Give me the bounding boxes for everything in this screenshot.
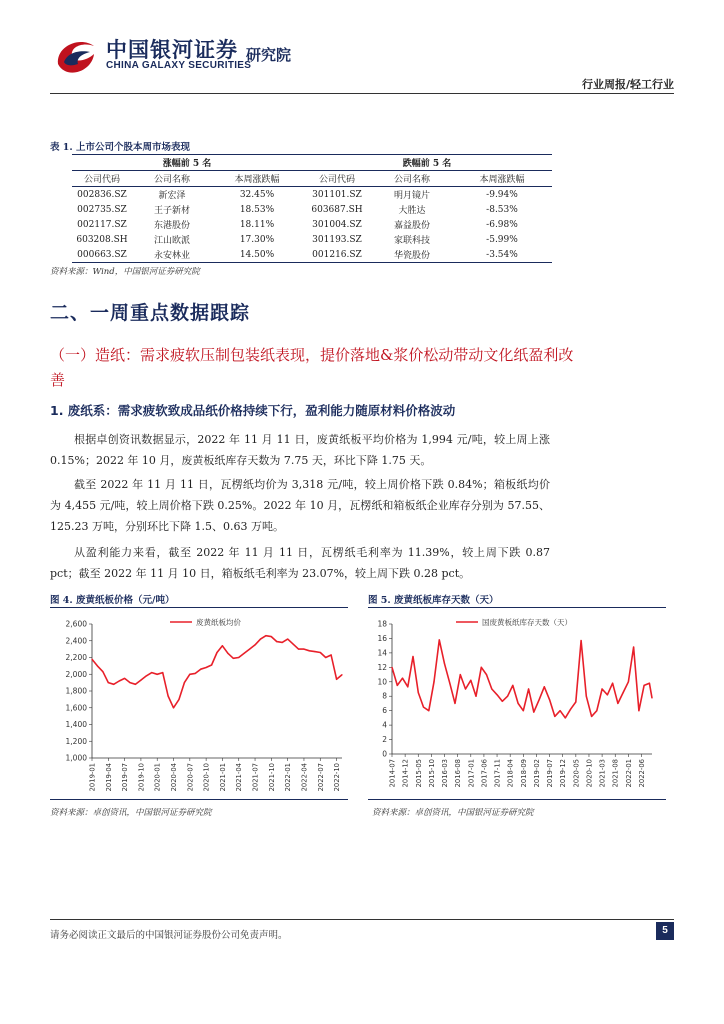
data-point [533,712,534,713]
x-tick-label: 2016-08 [454,759,463,788]
x-tick-label: 2019-04 [104,763,113,792]
table-group-header [72,155,552,171]
series-line [92,636,342,708]
data-point [449,683,450,684]
data-point [586,696,587,697]
table-caption: 表 1. 上市公司个股本周市场表现 [50,142,191,153]
data-point [475,696,476,697]
y-tick-label: 1,600 [65,703,87,713]
data-point [331,654,332,655]
data-point [146,675,147,676]
table-cell: 18.11% [239,219,275,230]
data-point [423,706,424,707]
data-point [628,681,629,682]
data-point [184,682,185,683]
y-tick-label: 12 [377,662,387,672]
losers-title: 跌幅前 5 名 [302,155,552,171]
data-point [167,695,168,696]
subsection-heading: （一）造纸：需求疲软压制包装纸表现，提价落地&浆价松动带动文化纸盈利改善 [50,346,574,389]
y-tick-label: 1,200 [65,736,87,746]
x-tick-label: 2021-07 [251,763,260,792]
data-point [113,684,114,685]
table-cell: 301004.SZ [312,219,362,230]
x-tick-label: 2019-07 [121,763,130,792]
table-cell: 002836.SZ [77,189,127,200]
data-point [602,688,603,689]
data-point [491,688,492,689]
data-point [260,638,261,639]
data-point [612,683,613,684]
x-tick-label: 2017-11 [493,759,502,788]
series-line [392,640,652,718]
data-point [341,674,342,675]
x-tick-label: 2021-04 [235,763,244,792]
data-point [439,639,440,640]
figure5-caption: 图 5. 废黄纸板库存天数（天） [368,595,499,606]
data-point [481,667,482,668]
figure5-source: 资料来源：卓创资讯，中国银河证券研究院 [372,808,534,818]
y-tick-label: 1,400 [65,720,87,729]
data-point [309,650,310,651]
data-point [249,649,250,650]
data-point [638,710,639,711]
data-point [135,684,136,685]
data-point [91,659,92,660]
figure4-bottom-rule [50,799,348,800]
waste-paper-inventory-chart [368,608,666,798]
legend-label: 废黄纸板均价 [196,618,241,627]
data-point [292,644,293,645]
data-point [580,640,581,641]
x-tick-label: 2022-04 [300,763,309,792]
data-point [238,657,239,658]
x-tick-label: 2019-12 [559,759,568,788]
x-tick-label: 2020-01 [153,763,162,792]
data-point [211,664,212,665]
column-header: 公司名称 [372,171,452,187]
data-point [538,699,539,700]
data-point [528,688,529,689]
y-tick-label: 1,000 [65,753,87,763]
y-tick-label: 18 [377,619,387,629]
x-tick-label: 2021-01 [218,763,227,792]
data-point [195,673,196,674]
data-point [173,707,174,708]
data-point [233,658,234,659]
table-cell: 002735.SZ [77,204,127,215]
table-cell: 14.50% [212,247,302,263]
company-logo-icon [50,32,100,82]
data-point [325,657,326,658]
table-cell: 东港股份 [153,221,190,231]
table-cell: 家联科技 [393,236,430,246]
data-point [617,703,618,704]
data-point [178,699,179,700]
table-cell: 301101.SZ [312,189,362,200]
x-tick-label: 2018-09 [519,759,528,788]
x-tick-label: 2015-10 [427,759,436,788]
x-tick-label: 2022-01 [284,763,293,792]
data-point [523,710,524,711]
x-tick-label: 2020-04 [170,763,179,792]
x-tick-label: 2022-06 [637,759,646,788]
y-tick-label: 8 [382,691,387,701]
data-point [644,685,645,686]
table-column-headers [72,171,552,187]
x-tick-label: 2021-03 [598,759,607,788]
data-point [623,692,624,693]
data-point [486,674,487,675]
y-tick-label: 2,000 [65,669,87,679]
data-point [151,672,152,673]
data-point [565,717,566,718]
x-tick-label: 2019-01 [88,763,97,792]
table-cell: 新宏泽 [158,191,186,201]
data-point [271,636,272,637]
x-tick-label: 2021-10 [267,763,276,792]
data-point [575,701,576,702]
table-cell: 603208.SH [76,234,128,245]
data-point [108,682,109,683]
data-point [102,671,103,672]
report-type: 行业周报/轻工行业 [581,78,674,91]
table-cell: 001216.SZ [302,247,372,263]
data-point [649,683,650,684]
column-header: 公司名称 [132,171,212,187]
data-point [559,710,560,711]
x-tick-label: 2019-10 [137,763,146,792]
table-cell: 603687.SH [311,204,363,215]
x-tick-label: 2020-05 [572,759,581,788]
figure5-bottom-rule [368,799,666,800]
data-point [216,652,217,653]
table-row [72,232,552,247]
data-point [465,688,466,689]
y-tick-label: 2,400 [65,636,87,646]
table-cell: 江山欧派 [153,236,190,246]
data-point [470,680,471,681]
table-cell: 嘉益股份 [393,221,430,231]
column-header: 公司代码 [72,171,132,187]
data-point [320,652,321,653]
table-cell: 002117.SZ [77,219,127,230]
data-point [591,716,592,717]
table-cell: -5.99% [486,234,518,245]
table-cell: 永安林业 [132,247,212,263]
gainers-title: 涨幅前 5 名 [72,155,302,171]
waste-paper-price-chart [50,608,348,798]
x-tick-label: 2018-04 [506,759,515,788]
data-point [607,694,608,695]
paragraph: 根据卓创资讯数据显示，2022 年 11 月 11 日，废黄纸板平均价格为 1,994 元/吨，较上周上涨 0.15%；2022 年 10 月，废黄板纸库存天数为 7.75 天，环比下降 1.75 天。 [50,433,550,467]
data-point [303,649,304,650]
table-cell: -6.98% [486,219,518,230]
page-number: 5 [656,922,674,940]
data-point [502,701,503,702]
data-point [287,638,288,639]
column-header: 本周涨跌幅 [212,171,302,187]
table-cell: 华瓷股份 [372,247,452,263]
table-cell: 王子新材 [153,206,190,216]
data-point [428,710,429,711]
table-row [72,217,552,232]
y-tick-label: 14 [377,648,387,658]
section-heading: 二、一周重点数据跟踪 [50,302,251,324]
x-tick-label: 2016-03 [441,759,450,788]
table-cell: 17.30% [239,234,275,245]
column-header: 本周涨跌幅 [452,171,552,187]
data-point [544,686,545,687]
data-point [517,703,518,704]
data-point [119,680,120,681]
company-name-en: CHINA GALAXY SECURITIES [106,60,252,71]
y-tick-label: 2,200 [65,653,87,662]
data-point [282,642,283,643]
data-point [412,656,413,657]
x-tick-label: 2020-10 [202,763,211,792]
table-row [72,247,552,263]
y-tick-label: 4 [382,720,387,730]
paragraph: 从盈利能力来看，截至 2022 年 11 月 11 日，瓦楞纸毛利率为 11.39%，较上周下跌 0.87 pct；截至 2022 年 11 月 10 日，箱板纸毛利率为 23.07%，较上周下跌 0.28 pct。 [50,546,550,580]
data-point [507,696,508,697]
x-tick-label: 2021-08 [611,759,620,788]
y-tick-label: 2,600 [65,619,87,629]
table-cell: 大胜达 [398,206,426,216]
data-point [124,678,125,679]
data-point [651,697,652,698]
data-point [460,674,461,675]
y-tick-label: 16 [377,633,387,643]
table-cell: 32.45% [239,189,275,200]
data-point [222,645,223,646]
x-tick-label: 2020-07 [186,763,195,792]
data-point [189,674,190,675]
data-point [227,653,228,654]
data-point [391,667,392,668]
y-tick-label: 10 [377,677,387,687]
x-tick-label: 2019-02 [532,759,541,788]
data-point [206,667,207,668]
table-row [72,202,552,217]
table-source: 资料来源：Wind，中国银河证券研究院 [50,267,200,277]
x-tick-label: 2017-01 [467,759,476,788]
company-name-cn: 中国银河证券 [106,38,238,62]
header-divider [50,93,674,94]
figure4-caption: 图 4. 废黄纸板价格（元/吨） [50,595,175,606]
data-point [157,674,158,675]
table-cell: 18.53% [239,204,275,215]
y-tick-label: 2 [382,735,387,745]
x-tick-label: 2020-10 [585,759,594,788]
data-point [554,716,555,717]
data-point [200,669,201,670]
stock-performance-table [72,154,552,263]
y-tick-label: 1,800 [65,686,87,696]
x-tick-label: 2022-01 [624,759,633,788]
data-point [570,709,571,710]
institute-name: 研究院 [246,46,292,64]
x-tick-label: 2019-07 [546,759,555,788]
data-point [397,685,398,686]
data-point [444,663,445,664]
table-row [72,187,552,203]
data-point [407,686,408,687]
data-point [596,710,597,711]
figure4-source: 资料来源：卓创资讯，中国银河证券研究院 [50,808,212,818]
data-point [418,692,419,693]
data-point [276,641,277,642]
data-point [129,682,130,683]
table-cell: 000663.SZ [72,247,132,263]
data-point [454,703,455,704]
topic-heading: 1. 废纸系：需求疲软致成品纸价格持续下行，盈利能力随原材料价格波动 [50,403,456,418]
data-point [265,635,266,636]
data-point [254,644,255,645]
table-cell: -3.54% [452,247,552,263]
y-tick-label: 6 [382,706,387,716]
footer-divider [50,919,674,920]
data-point [140,680,141,681]
table-cell: 明月镜片 [393,191,430,201]
table-cell: 301193.SZ [312,234,362,245]
disclaimer-note: 请务必阅读正文最后的中国银河证券股份公司免责声明。 [50,930,288,941]
paragraph: 截至 2022 年 11 月 11 日，瓦楞纸均价为 3,318 元/吨，较上周价格下跌 0.84%；箱板纸均价为 4,455 元/吨，较上周价格下跌 0.25%。2022 年 10 月，瓦楞纸和箱板纸企业库存分别为 57.55、125.23 万吨，分别环比下降 1.5、0.63 万吨。 [50,478,550,533]
table-cell: -8.53% [486,204,518,215]
data-point [633,647,634,648]
data-point [512,685,513,686]
x-tick-label: 2014-12 [401,759,410,788]
x-tick-label: 2014-07 [388,759,397,788]
data-point [402,678,403,679]
x-tick-label: 2017-06 [480,759,489,788]
data-point [244,653,245,654]
data-point [162,672,163,673]
data-point [549,699,550,700]
data-point [314,651,315,652]
x-tick-label: 2015-05 [414,759,423,788]
legend-label: 国废黄板纸库存天数（天） [482,618,572,627]
x-tick-label: 2022-10 [333,763,342,792]
data-point [97,665,98,666]
data-point [433,681,434,682]
y-tick-label: 0 [382,749,387,759]
data-point [298,649,299,650]
x-tick-label: 2022-07 [316,763,325,792]
data-point [496,694,497,695]
table-cell: -9.94% [486,189,518,200]
column-header: 公司代码 [302,171,372,187]
data-point [336,679,337,680]
